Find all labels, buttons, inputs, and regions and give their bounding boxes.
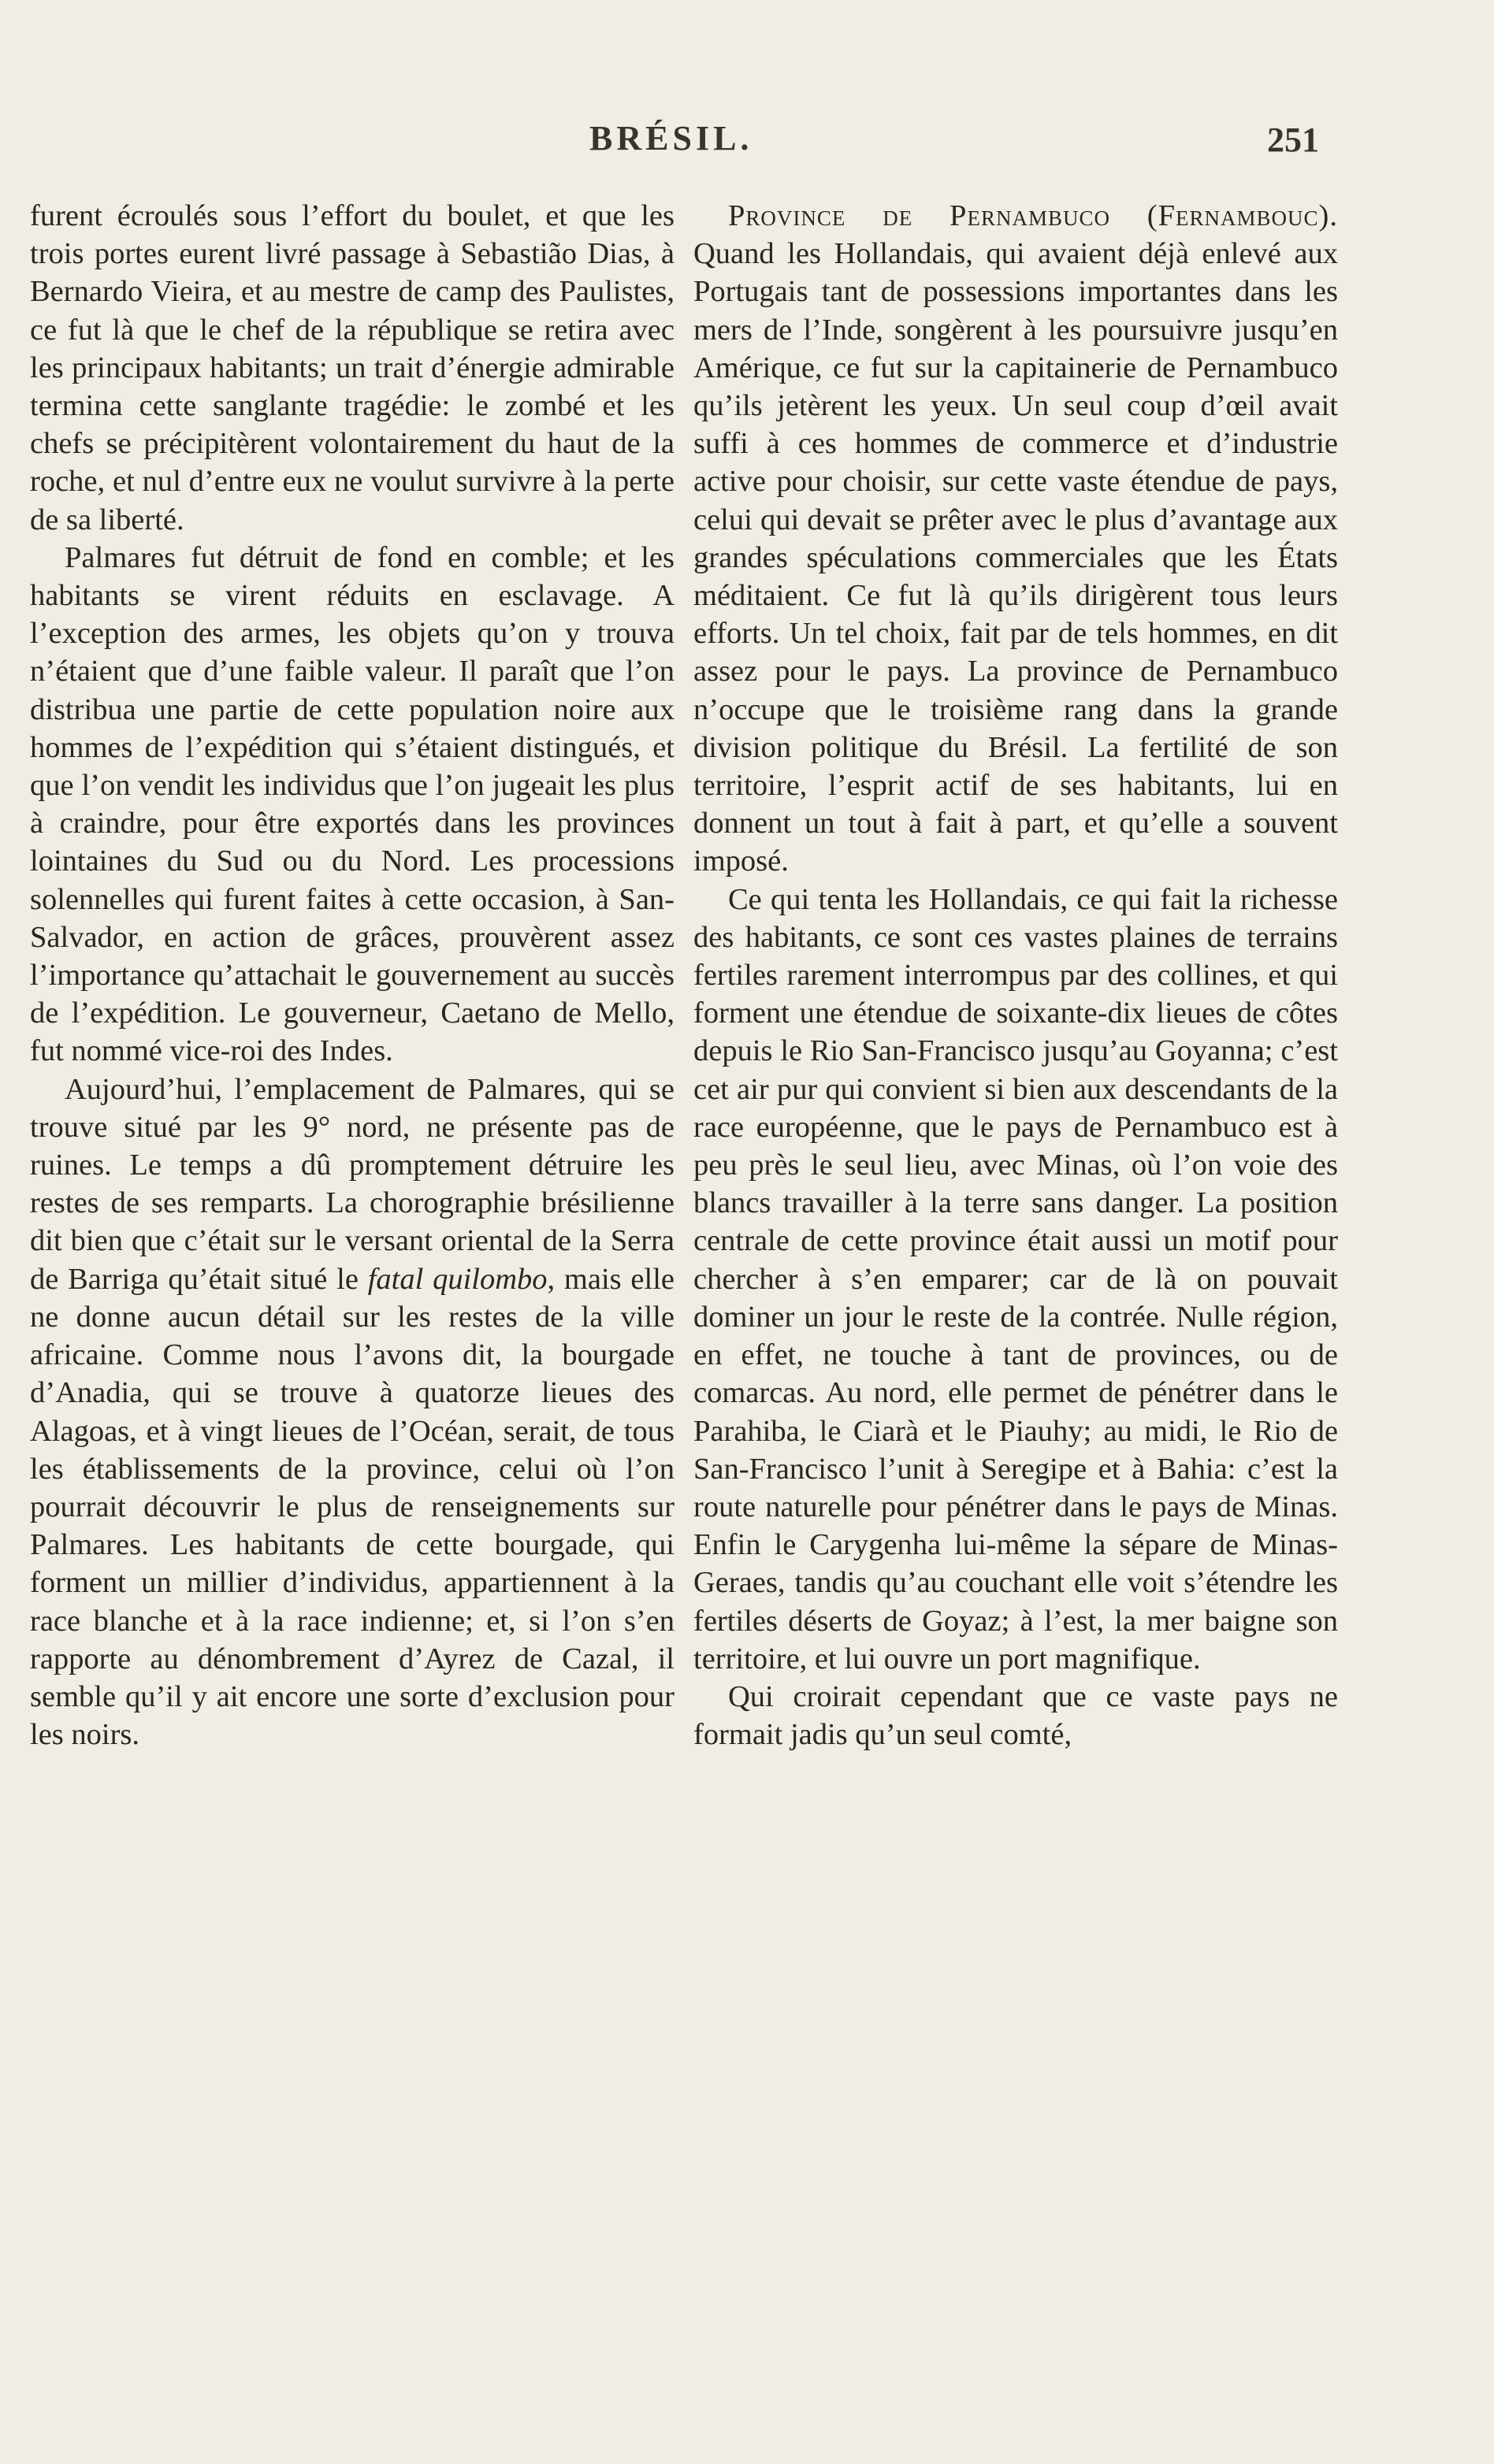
paragraph-hollandais: Ce qui tenta les Hollandais, ce qui fait la richesse des habitants, ce sont ces vastes plaines de terrains fertiles rarement interrompus par des collines, et qui forment une étendue de soixante-dix lieues de côtes depuis le Rio San-Francisco jusqu’au Goyanna; c’est cet air pur qui convient si bien aux descendants de la race européenne, que le pays de Pernambuco est à peu près le seul lieu, avec Minas, où l’on voie des blancs travailler à la terre sans danger. La position centrale de cette province était aussi un motif pour chercher à s’en emparer; car de là on pouvait dominer un jour le reste de la contrée. Nulle région, en effet, ne touche à tant de provinces, ou de comarcas. Au nord, elle permet de pénétrer dans le Parahiba, le Ciarà et le Piauhy; au midi, le Rio de San-Francisco l’unit à Seregipe et à Bahia: c’est la route naturelle pour pénétrer dans le pays de Minas. Enfin le Carygenha lui-même la sépare de Minas-Geraes, tandis qu’au couchant elle voit s’étendre les fertiles déserts de Goyaz; à l’est, la mer baigne son territoire, et lui ouvre un port magnifique. xyxy=(693,882,1338,1675)
right-column xyxy=(693,197,1338,1753)
italic-term: fatal quilombo xyxy=(367,1262,548,1296)
page-number: 251 xyxy=(1267,121,1319,159)
paragraph-text: , mais elle ne donne aucun détail sur les restes de la ville africaine. Comme nous l’avons dit, la bourgade d’Anadia, qui se trouve à quatorze lieues des Alagoas, et à vingt lieues de l’Océan, serait, de tous les établissements de la province, celui où l’on pourrait découvrir le plus de renseignements sur Palmares. Les habitants de cette bourgade, qui forment un millier d’individus, appartiennent à la race blanche et à la race indienne; et, si l’on s’en rapporte au dénombrement d’Ayrez de Cazal, il semble qu’il y ait encore une sorte d’exclusion pour les noirs. xyxy=(30,1262,675,1752)
paragraph-text: Aujourd’hui, l’emplacement de Palmares, qui se trouve situé par les 9° nord, ne présente pas de ruines. Le temps a dû promptement détruire les restes de ses remparts. La chorographie brésilienne dit bien que c’était sur le versant oriental de la Serra de Barriga qu’était situé le xyxy=(30,1072,675,1296)
paragraph-palmares-destroyed: Palmares fut détruit de fond en comble; et les habitants se virent réduits en esclavage. A l’exception des armes, les objets qu’on y trouva n’étaient que d’une faible valeur. Il paraît que l’on distribua une partie de cette population noire aux hommes de l’expédition qui s’étaient distingués, et que l’on vendit les individus que l’on jugeait les plus à craindre, pour être exportés dans les provinces lointaines du Sud ou du Nord. Les processions solennelles qui furent faites à cette occasion, à San-Salvador, en action de grâces, prouvèrent assez l’importance qu’attachait le gouvernement au succès de l’expédition. Le gouverneur, Caetano de Mello, fut nommé vice-roi des Indes. xyxy=(30,540,675,1068)
paragraph-text: Quand les Hollandais, qui avaient déjà enlevé aux Portugais tant de possessions importantes dans les mers de l’Inde, songèrent à les poursuivre jusqu’en Amérique, ce fut sur la capitainerie de Pernambuco qu’ils jetèrent les yeux. Un seul coup d’œil avait suffi à ces hommes de commerce et d’industrie active pour choisir, sur cette vaste étendue de pays, celui qui devait se prêter avec le plus d’avantage aux grandes spéculations commerciales que les États méditaient. Ce fut là qu’ils dirigèrent tous leurs efforts. Un tel choix, fait par de tels hommes, en dit assez pour le pays. La province de Pernambuco n’occupe que le troisième rang dans la grande division politique du Brésil. La fertilité de son territoire, l’esprit actif de ses habitants, lui en donnent un tout à fait à part, et qu’elle a souvent imposé. xyxy=(693,237,1338,878)
paragraph-last: Qui croirait cependant que ce vaste pays ne formait jadis qu’un seul comté, xyxy=(693,1679,1338,1752)
left-column xyxy=(30,197,675,1753)
paragraph-pernambuco-intro xyxy=(693,197,1338,881)
section-heading: Province de Pernambuco (Fernambouc). xyxy=(728,199,1338,232)
paragraph-continued: furent écroulés sous l’effort du boulet, et que les trois portes eurent livré passage à Sebastião Dias, à Bernardo Vieira, et au mestre de camp des Paulistes, ce fut là que le chef de la république se retira avec les principaux habitants; un trait d’énergie admirable termina cette sanglante tragédie: le zombé et les chefs se précipitèrent volontairement du haut de la roche, et nul d’entre eux ne voulut survivre à la perte de sa liberté. xyxy=(30,199,675,536)
paragraph-palmares-today xyxy=(30,1071,675,1754)
running-title: BRÉSIL. xyxy=(589,119,753,158)
running-header xyxy=(0,118,1494,173)
